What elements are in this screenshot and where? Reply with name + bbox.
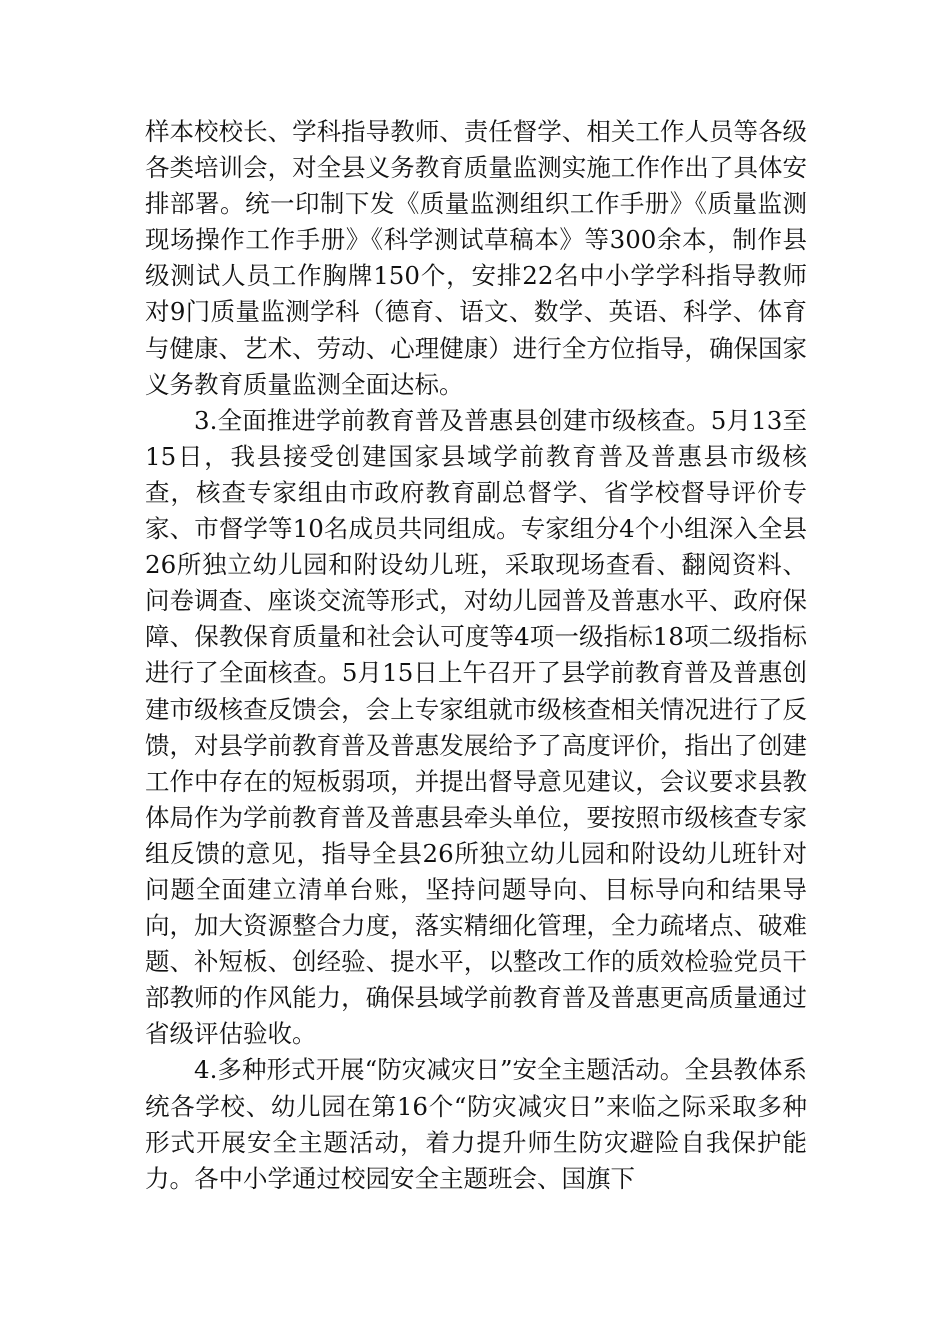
- document-body: [145, 114, 807, 1197]
- paragraph-continued: 样本校校长、学科指导教师、责任督学、相关工作人员等各级各类培训会，对全县义务教育质量监测实施工作作出了具体安排部署。统一印制下发《质量监测组织工作手册》《质量监测现场操作工作手册》《科学测试草稿本》等300余本，制作县级测试人员工作胸牌150个，安排22名中小学学科指导教师对9门质量监测学科（德育、语文、数学、英语、科学、体育与健康、艺术、劳动、心理健康）进行全方位指导，确保国家义务教育质量监测全面达标。: [145, 117, 807, 399]
- paragraph-preschool-inspection: 3.全面推进学前教育普及普惠县创建市级核查。5月13至15日，我县接受创建国家县域学前教育普及普惠县市级核查，核查专家组由市政府教育副总督学、省学校督导评价专家、市督学等10名成员共同组成。专家组分4个小组深入全县26所独立幼儿园和附设幼儿班，采取现场查看、翻阅资料、问卷调查、座谈交流等形式，对幼儿园普及普惠水平、政府保障、保教保育质量和社会认可度等4项一级指标18项二级指标进行了全面核查。5月15日上午召开了县学前教育普及普惠创建市级核查反馈会，会上专家组就市级核查相关情况进行了反馈，对县学前教育普及普惠发展给予了高度评价，指出了创建工作中存在的短板弱项，并提出督导意见建议，会议要求县教体局作为学前教育普及普惠县牵头单位，要按照市级核查专家组反馈的意见，指导全县26所独立幼儿园和附设幼儿班针对问题全面建立清单台账，坚持问题导向、目标导向和结果导向，加大资源整合力度，落实精细化管理，全力疏堵点、破难题、补短板、创经验、提水平，以整改工作的质效检验党员干部教师的作风能力，确保县域学前教育普及普惠更高质量通过省级评估验收。: [145, 405, 807, 1049]
- paragraph-disaster-prevention: 4.多种形式开展“防灾减灾日”安全主题活动。全县教体系统各学校、幼儿园在第16个“防灾减灾日”来临之际采取多种形式开展安全主题活动，着力提升师生防灾避险自我保护能力。各中小学通过校园安全主题班会、国旗下: [145, 1055, 807, 1193]
